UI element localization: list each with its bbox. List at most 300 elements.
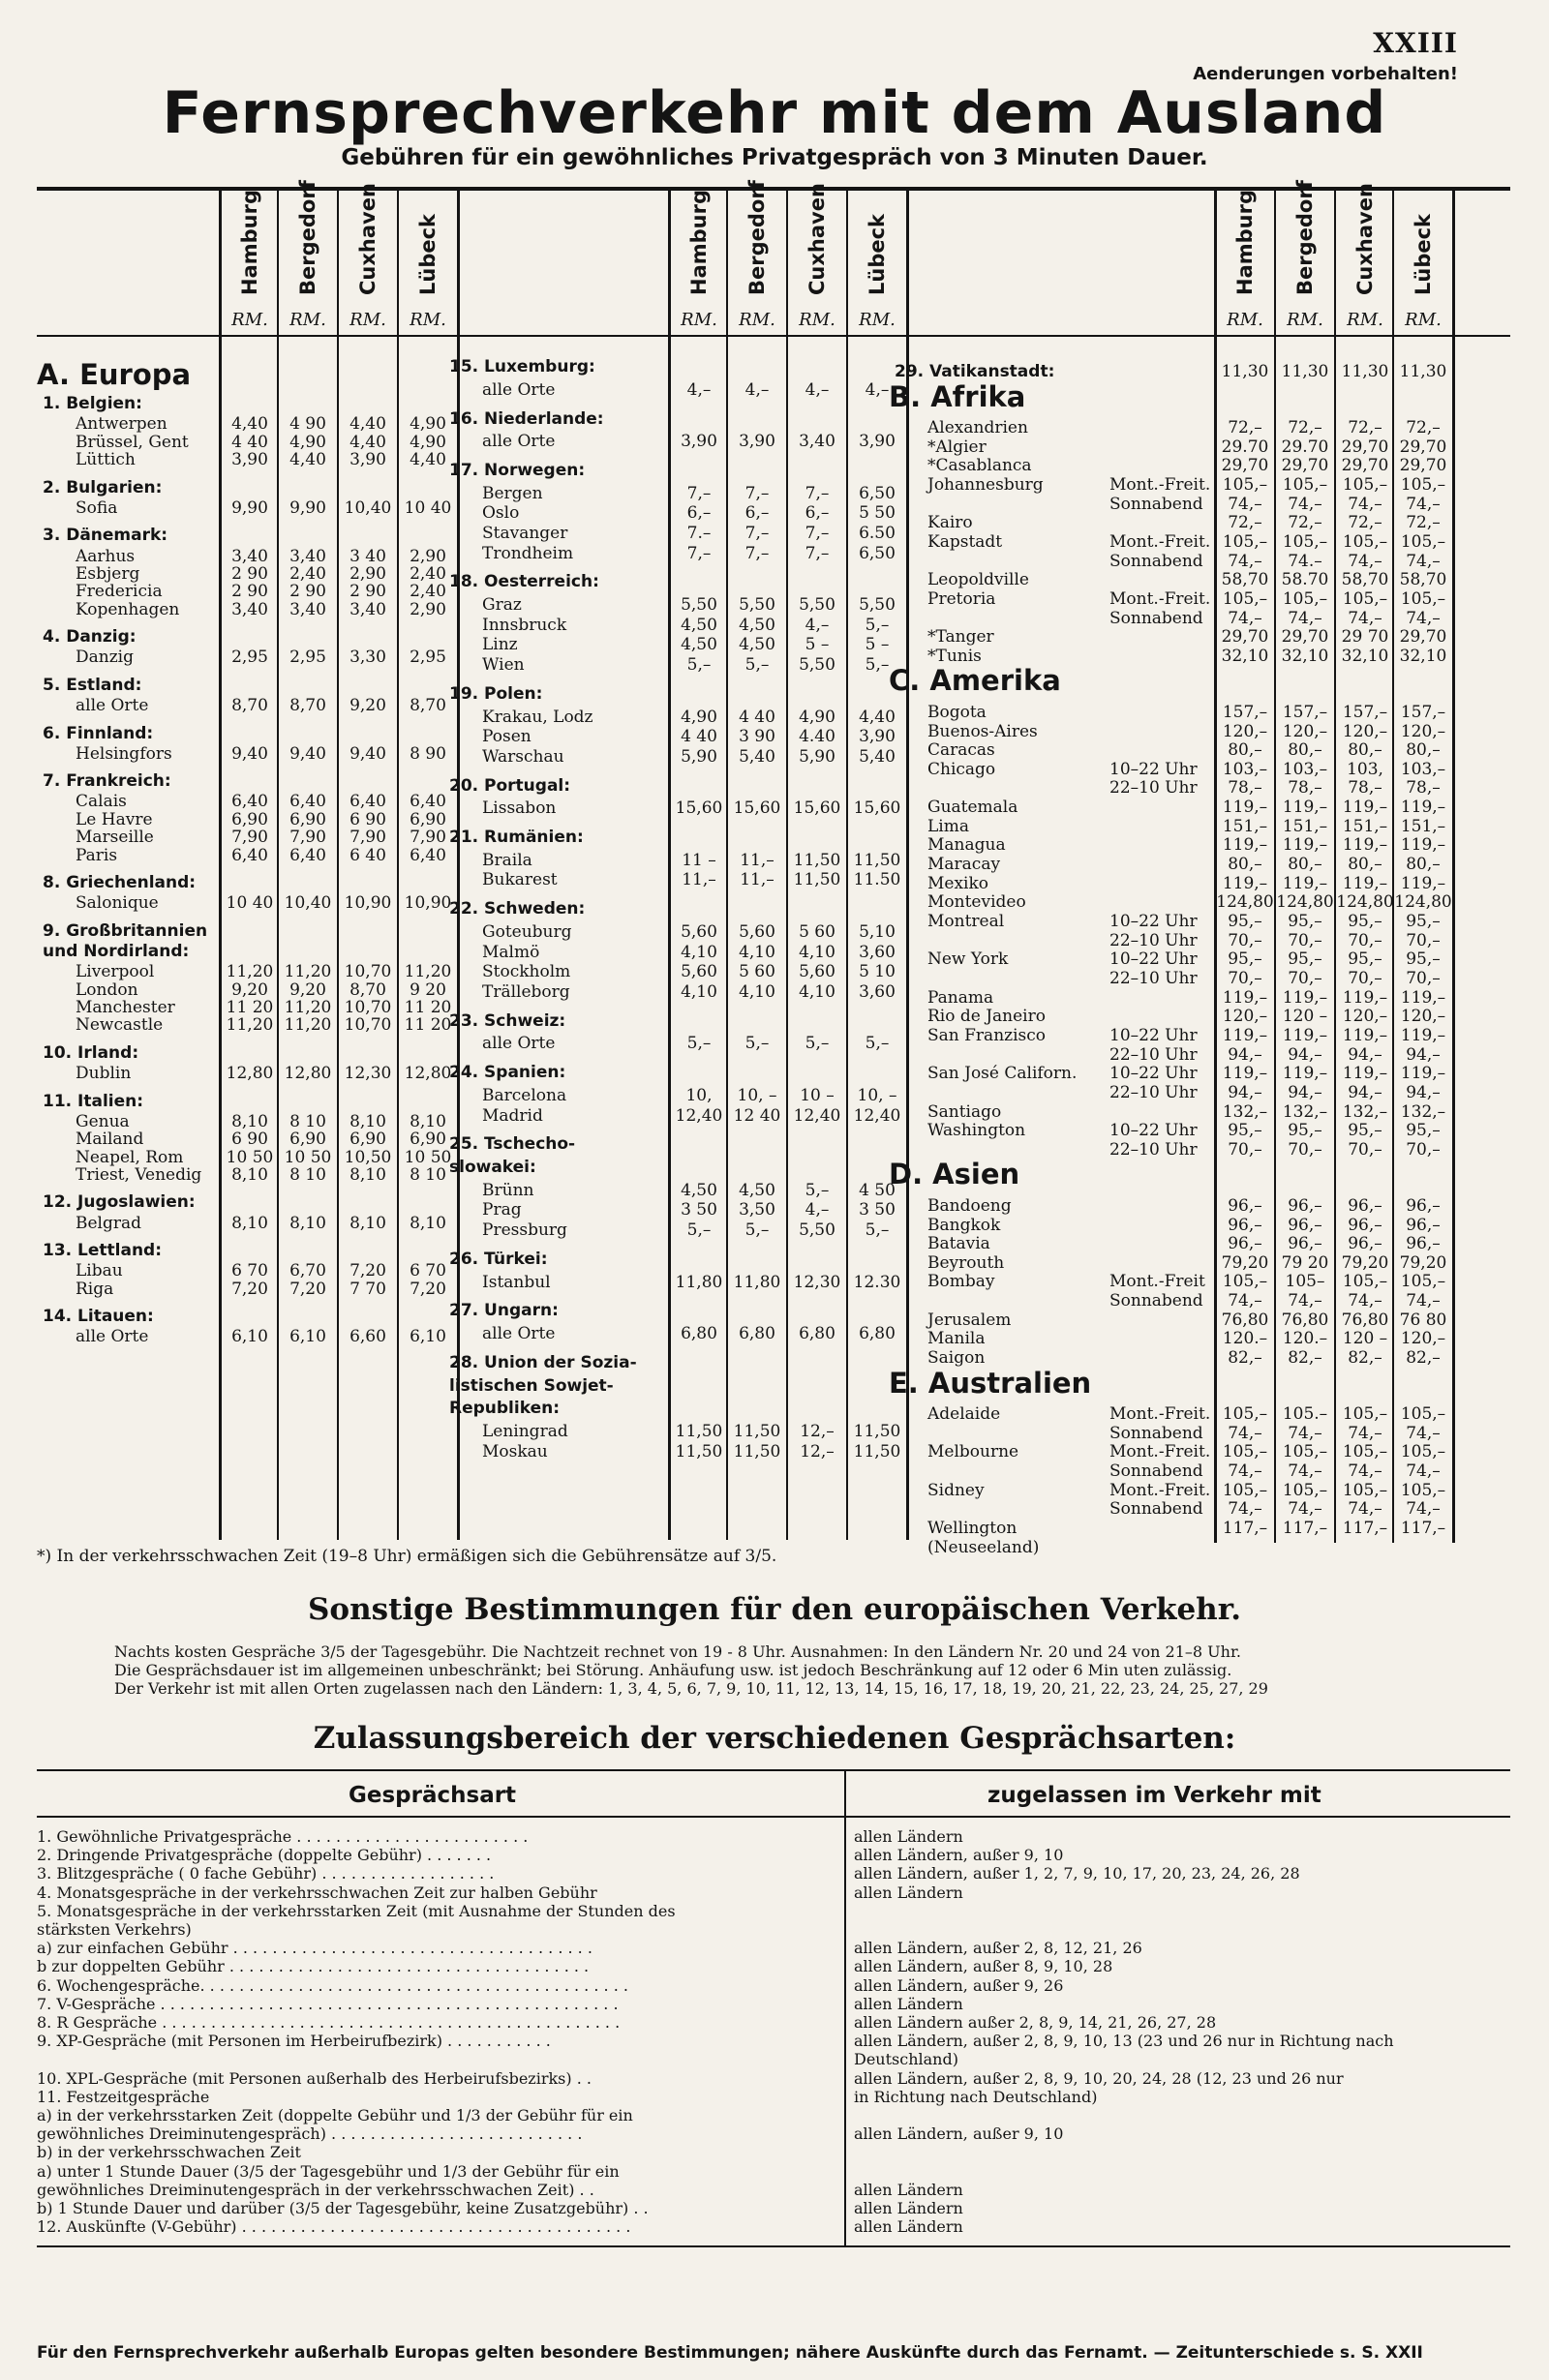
rate-value: 7,–	[686, 543, 712, 563]
rate-value: 3,40	[231, 599, 268, 619]
rate-value: 120,–	[1342, 1007, 1388, 1027]
rate-value: 3 50	[681, 1200, 717, 1220]
rate-value: 105,–	[1282, 588, 1328, 609]
rate-value: 4,50	[681, 635, 717, 655]
rate-value: 5,60	[681, 962, 717, 982]
rate-value: 103,	[1347, 759, 1383, 779]
rate-value: 58.70	[1281, 570, 1329, 590]
rate-value: 72,–	[1228, 418, 1262, 438]
rate-value: 4,10	[739, 942, 775, 962]
rate-value: 3 40	[349, 546, 386, 566]
final-note: Für den Fernsprechverkehr außerhalb Europas gelten besondere Bestimmungen; nähere Auskünfte durch das Fernamt. — Zeitunterschiede s. S. XXII	[37, 2343, 1423, 2363]
rate-value: 6,60	[349, 1327, 386, 1347]
place-name: Fredericia	[76, 582, 163, 602]
place-name: Saigon	[927, 1348, 986, 1369]
place-name: Oslo	[482, 503, 520, 524]
rate-value: 94,–	[1406, 1044, 1441, 1065]
rate-value: 6,90	[231, 809, 268, 829]
rate-value: 11,80	[733, 1272, 781, 1292]
rate-value: 6,40	[410, 792, 446, 812]
place-name: San José Californ.	[927, 1064, 1078, 1084]
rate-value: 11,–	[682, 870, 716, 890]
zulassung-type: a) unter 1 Stunde Dauer (3/5 der Tagesgebühr und 1/3 der Gebühr für ein	[37, 2161, 620, 2181]
rate-value: 124,80	[1216, 892, 1274, 913]
rate-value: 11 20	[226, 997, 274, 1017]
rate-value: 12,30	[344, 1064, 392, 1084]
place-name: Istanbul	[482, 1272, 551, 1292]
place-name: Newcastle	[76, 1015, 164, 1036]
rate-value: 95,–	[1228, 912, 1262, 932]
rate-value: 7,–	[686, 483, 712, 503]
rate-value: 11,30	[1281, 362, 1329, 381]
rate-value: 7,20	[231, 1279, 268, 1299]
rate-value: 11 20	[404, 997, 452, 1017]
rate-value: 74,–	[1288, 1423, 1322, 1443]
zulassung-allowed: allen Ländern	[854, 1994, 963, 2013]
rate-value: 6,40	[349, 792, 386, 812]
rate-value: 105,–	[1342, 531, 1388, 552]
rate-value: 72,–	[1348, 513, 1382, 533]
rate-value: 80,–	[1348, 740, 1382, 761]
rate-value: 3,30	[349, 648, 386, 668]
place-name: Kairo	[927, 513, 973, 533]
rate-value: 5,–	[805, 1034, 830, 1054]
rate-value: 120.–	[1222, 1329, 1268, 1349]
rate-value: 8 10	[289, 1111, 326, 1131]
rate-value: 29,70	[1399, 456, 1447, 476]
place-name: *Casablanca	[927, 456, 1032, 476]
rate-value: 5,–	[686, 1034, 712, 1054]
rate-value: 79,20	[1221, 1252, 1269, 1273]
rate-value: 151,–	[1400, 816, 1446, 836]
rate-value: 10 50	[226, 1147, 274, 1167]
rate-value: 2,95	[231, 648, 268, 668]
rate-value: 105,–	[1222, 588, 1268, 609]
place-name: Mexiko	[927, 873, 989, 893]
unit-label: RM.	[799, 310, 835, 330]
rate-value: 95,–	[1348, 949, 1382, 970]
place-name: Stavanger	[482, 524, 568, 543]
rate-value: 10 50	[284, 1147, 332, 1167]
zulassung-allowed: allen Ländern	[854, 2199, 963, 2217]
place-name: Riga	[76, 1279, 114, 1299]
rate-value: 12,80	[226, 1064, 274, 1084]
rate-value: 78,–	[1288, 778, 1322, 798]
rate-value: 70,–	[1228, 930, 1262, 950]
rate-value: 58,70	[1399, 570, 1447, 590]
rate-value: 96,–	[1406, 1234, 1441, 1254]
rate-value: 95,–	[1288, 1121, 1322, 1141]
place-name: Batavia	[927, 1234, 990, 1254]
rate-value: 74,–	[1348, 1423, 1382, 1443]
rate-value: 29,70	[1399, 627, 1447, 648]
zulassung-type: a) in der verkehrsstarken Zeit (doppelte Gebühr und 1/3 der Gebühr für ein	[37, 2106, 633, 2124]
country-heading: 5. Estland:	[43, 675, 142, 695]
rate-value: 94,–	[1228, 1082, 1262, 1102]
rate-value: 58,70	[1341, 570, 1389, 590]
rate-value: 74,–	[1406, 494, 1441, 514]
rate-value: 2 90	[231, 563, 268, 584]
rate-value: 11,30	[1341, 362, 1389, 381]
rate-value: 3 50	[859, 1200, 896, 1220]
time-note: 10–22 Uhr	[1109, 949, 1198, 970]
rate-value: 4,50	[739, 1180, 775, 1200]
rate-value: 8,10	[349, 1213, 386, 1233]
header-rule	[37, 335, 1510, 337]
rate-value: 11,80	[675, 1272, 723, 1292]
country-heading: 26. Türkei:	[449, 1249, 548, 1269]
rate-value: 119,–	[1400, 1064, 1446, 1084]
rate-value: 3,90	[859, 432, 896, 452]
place-name: Belgrad	[76, 1213, 142, 1233]
rate-value: 15,60	[853, 798, 901, 819]
place-name: Helsingfors	[76, 743, 172, 764]
place-name: Neapel, Rom	[76, 1147, 184, 1167]
rate-value: 80,–	[1406, 855, 1441, 875]
rate-value: 74.–	[1288, 551, 1322, 571]
rate-value: 78,–	[1348, 778, 1382, 798]
rate-value: 105,–	[1342, 1480, 1388, 1500]
rate-value: 29,70	[1221, 456, 1269, 476]
time-note: Sonnabend	[1109, 494, 1203, 514]
time-note: Sonnabend	[1109, 1461, 1203, 1482]
rate-value: 4 90	[289, 414, 326, 435]
rate-value: 94,–	[1228, 1044, 1262, 1065]
rate-value: 105,–	[1342, 474, 1388, 495]
country-heading: 4. Danzig:	[43, 627, 137, 648]
rate-value: 120.–	[1282, 1329, 1328, 1349]
rate-value: 4,10	[739, 981, 775, 1002]
place-name: Maracay	[927, 855, 1001, 875]
rate-value: 120,–	[1400, 1329, 1446, 1349]
place-name: Lima	[927, 816, 969, 836]
rate-value: 10,90	[344, 893, 392, 914]
place-name: Bogota	[927, 702, 987, 722]
rate-value: 151,–	[1282, 816, 1328, 836]
rate-value: 29 70	[1341, 627, 1389, 648]
rate-value: 95,–	[1406, 949, 1441, 970]
place-name: Manchester	[76, 997, 175, 1017]
rate-value: 105,–	[1342, 588, 1388, 609]
rate-value: 74,–	[1288, 1499, 1322, 1520]
zulassung-header-rule	[37, 1816, 1510, 1818]
rate-value: 105,–	[1342, 1272, 1388, 1292]
zulassung-type: 6. Wochengespräche. . . . . . . . . . . . . . . . . . . . . . . . . . . . . . . . . . . . . . . . . . . .	[37, 1975, 628, 1995]
rate-value: 6,90	[349, 1130, 386, 1150]
rate-value: 7.–	[686, 524, 712, 543]
rate-value: 29,70	[1399, 437, 1447, 457]
rate-value: 74,–	[1288, 1291, 1322, 1311]
place-name: Danzig	[76, 648, 134, 668]
rate-value: 5 60	[739, 962, 775, 982]
place-name: Innsbruck	[482, 615, 567, 635]
country-heading: 6. Finnland:	[43, 723, 154, 743]
column-header: Lübeck	[866, 213, 889, 295]
rate-value: 80,–	[1348, 855, 1382, 875]
place-name: Bangkok	[927, 1215, 1001, 1235]
rate-value: 11,50	[853, 1441, 901, 1461]
place-name: Braila	[482, 850, 532, 870]
country-heading: 18. Oesterreich:	[449, 572, 599, 592]
place-name: Caracas	[927, 740, 995, 761]
country-heading: 8. Griechenland:	[43, 873, 197, 893]
rate-value: 70,–	[1406, 930, 1441, 950]
place-name: Linz	[482, 635, 518, 655]
rate-value: 9,40	[231, 743, 268, 764]
place-name: Antwerpen	[76, 414, 167, 435]
rate-value: 119,–	[1282, 873, 1328, 893]
rate-value: 105,–	[1342, 1442, 1388, 1462]
time-note: Mont.-Freit.	[1109, 1404, 1211, 1425]
rate-value: 6,10	[231, 1327, 268, 1347]
country-heading: listischen Sowjet-	[449, 1375, 614, 1396]
place-name: San Franzisco	[927, 1025, 1047, 1045]
zulassung-bottom-rule	[37, 2245, 1510, 2247]
rate-value: 2 90	[289, 582, 326, 602]
rate-value: 29.70	[1221, 437, 1269, 457]
time-note: 22–10 Uhr	[1109, 930, 1198, 950]
rate-value: 8,10	[231, 1213, 268, 1233]
rate-value: 119,–	[1400, 873, 1446, 893]
rate-value: 11,20	[284, 1015, 332, 1036]
rate-value: 11,30	[1221, 362, 1269, 381]
place-name: Bombay	[927, 1272, 995, 1292]
place-name: Lüttich	[76, 450, 136, 470]
section-heading: C. Amerika	[889, 664, 1061, 698]
rate-value: 157,–	[1342, 702, 1388, 722]
rate-value: 4,50	[739, 615, 775, 635]
rate-value: 5,–	[744, 654, 770, 675]
place-name: Genua	[76, 1111, 130, 1131]
rate-value: 151,–	[1222, 816, 1268, 836]
place-name: Buenos-Aires	[927, 721, 1038, 741]
country-heading: 9. Großbritannien	[43, 920, 208, 941]
rate-value: 6,90	[410, 1130, 446, 1150]
rate-value: 5 60	[799, 922, 835, 942]
place-name: Brünn	[482, 1180, 534, 1200]
rate-value: 70,–	[1348, 1139, 1382, 1160]
rate-value: 4 40	[739, 707, 775, 727]
rate-value: 72,–	[1288, 513, 1322, 533]
rate-value: 7,–	[744, 483, 770, 503]
rate-value: 74,–	[1348, 551, 1382, 571]
place-name: Chicago	[927, 759, 996, 779]
zulassung-type: a) zur einfachen Gebühr . . . . . . . . . . . . . . . . . . . . . . . . . . . . . . . . . . . . .	[37, 1939, 592, 1958]
rate-value: 95,–	[1348, 912, 1382, 932]
rate-value: 11,50	[733, 1422, 781, 1442]
country-heading: und Nordirland:	[43, 942, 190, 961]
zulassung-type: gewöhnliches Dreiminutengespräch in der verkehrsschwachen Zeit) . .	[37, 2180, 594, 2199]
rate-value: 4,–	[744, 379, 770, 400]
rate-value: 105,–	[1282, 1442, 1328, 1462]
rate-value: 82,–	[1406, 1348, 1441, 1369]
rate-value: 11,20	[226, 1015, 274, 1036]
rate-value: 79,20	[1341, 1252, 1389, 1273]
rate-value: 117,–	[1282, 1519, 1328, 1538]
rate-value: 5,10	[859, 922, 896, 942]
rate-value: 124,80	[1336, 892, 1394, 913]
rate-value: 120,–	[1342, 721, 1388, 741]
rate-value: 95,–	[1288, 912, 1322, 932]
rate-value: 2,40	[410, 563, 446, 584]
rate-value: 11,–	[740, 870, 774, 890]
rate-value: 5,90	[681, 746, 717, 767]
rate-value: 5,90	[799, 746, 835, 767]
zulassung-allowed: allen Ländern, außer 2, 8, 9, 10, 13 (23 und 26 nur in Richtung nach	[854, 2032, 1394, 2051]
country-heading: 24. Spanien:	[449, 1063, 566, 1083]
rate-value: 5 –	[865, 635, 890, 655]
rate-value: 119,–	[1342, 1064, 1388, 1084]
time-note: 10–22 Uhr	[1109, 759, 1198, 779]
rate-value: 5,60	[799, 962, 835, 982]
rate-value: 5,50	[859, 595, 896, 616]
rate-value: 4,40	[349, 414, 386, 435]
rate-value: 2,40	[410, 582, 446, 602]
rate-value: 105.–	[1282, 1404, 1328, 1425]
rate-value: 74,–	[1406, 1461, 1441, 1482]
country-heading: 22. Schweden:	[449, 899, 586, 919]
rate-value: 94,–	[1348, 1082, 1382, 1102]
place-name: Malmö	[482, 942, 540, 962]
rate-value: 3,60	[859, 981, 896, 1002]
rate-value: 12,80	[284, 1064, 332, 1084]
rate-value: 96,–	[1348, 1195, 1382, 1216]
rate-value: 132,–	[1222, 1101, 1268, 1122]
rate-value: 70,–	[1228, 1139, 1262, 1160]
rate-value: 3,40	[799, 432, 835, 452]
rate-value: 72,–	[1406, 513, 1441, 533]
zulassung-allowed: allen Ländern	[854, 2217, 963, 2237]
place-name: Montevideo	[927, 892, 1026, 913]
rate-value: 3,90	[681, 432, 717, 452]
rate-value: 6,90	[289, 809, 326, 829]
rate-value: 79,20	[1399, 1252, 1447, 1273]
rate-value: 74,–	[1348, 1461, 1382, 1482]
column-line	[457, 191, 460, 1540]
rate-value: 7,90	[410, 828, 446, 848]
rate-value: 6,80	[799, 1324, 835, 1344]
rate-value: 12,–	[800, 1422, 835, 1442]
rate-value: 74,–	[1228, 1461, 1262, 1482]
rate-value: 8 10	[289, 1164, 326, 1185]
country-heading: 10. Irland:	[43, 1042, 139, 1063]
rate-value: 7,–	[744, 524, 770, 543]
country-heading: 25. Tschecho-	[449, 1134, 576, 1155]
rate-value: 3,40	[349, 599, 386, 619]
place-name: Adelaide	[927, 1404, 1001, 1425]
rate-value: 6,70	[289, 1261, 326, 1281]
rate-value: 74,–	[1228, 1423, 1262, 1443]
zulassung-divider	[844, 1769, 846, 2246]
rate-value: 9,90	[289, 497, 326, 518]
rate-value: 6 70	[410, 1261, 446, 1281]
rate-value: 74,–	[1228, 1291, 1262, 1311]
rate-value: 80,–	[1288, 740, 1322, 761]
rate-value: 3,90	[349, 450, 386, 470]
rate-value: 119,–	[1282, 835, 1328, 856]
rate-value: 82,–	[1288, 1348, 1322, 1369]
rate-value: 82,–	[1348, 1348, 1382, 1369]
footnote: *) In der verkehrsschwachen Zeit (19–8 Uhr) ermäßigen sich die Gebührensätze auf 3/5.	[37, 1547, 777, 1566]
rate-value: 4,90	[799, 707, 835, 727]
rate-value: 6,–	[805, 503, 830, 524]
section-heading: A. Europa	[37, 358, 192, 391]
rate-value: 105,–	[1400, 588, 1446, 609]
column-header: Bergedorf	[745, 180, 769, 295]
rate-value: 132,–	[1342, 1101, 1388, 1122]
place-name: Sidney	[927, 1480, 985, 1500]
rate-value: 6 40	[349, 845, 386, 865]
rate-value: 10,	[685, 1085, 713, 1105]
place-name: Wien	[482, 654, 525, 675]
rate-value: 5,–	[686, 1220, 712, 1240]
rate-value: 157,–	[1282, 702, 1328, 722]
rate-value: 5,–	[805, 1180, 830, 1200]
rate-value: 11,50	[733, 1441, 781, 1461]
rate-value: 9,20	[289, 979, 326, 1000]
rate-value: 124,80	[1276, 892, 1334, 913]
rate-value: 6,40	[410, 845, 446, 865]
column-header: Hamburg	[687, 190, 711, 295]
rate-value: 72,–	[1288, 418, 1322, 438]
rate-value: 6,80	[739, 1324, 775, 1344]
rate-value: 119,–	[1222, 1064, 1268, 1084]
rate-value: 6,40	[231, 792, 268, 812]
place-name: alle Orte	[76, 1327, 149, 1347]
zulassung-type: 12. Auskünfte (V-Gebühr) . . . . . . . . . . . . . . . . . . . . . . . . . . . . . . . . . . . . . . . .	[37, 2217, 631, 2237]
country-heading: 17. Norwegen:	[449, 461, 586, 481]
rate-value: 120,–	[1222, 1007, 1268, 1027]
country-heading: 27. Ungarn:	[449, 1301, 559, 1321]
zulassung-allowed: allen Ländern, außer 1, 2, 7, 9, 10, 17, 20, 23, 24, 26, 28	[854, 1864, 1300, 1883]
rate-value: 10, –	[737, 1085, 777, 1105]
rate-value: 5 –	[805, 635, 830, 655]
unit-label: RM.	[1347, 310, 1383, 330]
place-name: Salonique	[76, 893, 159, 914]
place-name: Pressburg	[482, 1220, 567, 1240]
rate-value: 4,90	[410, 432, 446, 452]
rate-value: 120,–	[1400, 1007, 1446, 1027]
unit-label: RM.	[231, 310, 268, 330]
place-name: Liverpool	[76, 962, 155, 982]
rate-value: 15,60	[675, 798, 723, 819]
rate-value: 96,–	[1288, 1234, 1322, 1254]
rate-value: 3,40	[289, 546, 326, 566]
place-name: Warschau	[482, 746, 564, 767]
rate-value: 105,–	[1222, 1442, 1268, 1462]
rate-value: 11,50	[853, 850, 901, 870]
rate-value: 8,70	[289, 696, 326, 716]
place-name: Posen	[482, 727, 532, 747]
rate-value: 119,–	[1342, 835, 1388, 856]
rate-value: 96,–	[1348, 1234, 1382, 1254]
rate-value: 11 –	[682, 850, 716, 870]
rate-value: 5,40	[739, 746, 775, 767]
rate-value: 95,–	[1406, 1121, 1441, 1141]
rate-value: 78,–	[1406, 778, 1441, 798]
place-name: Goteuburg	[482, 922, 572, 942]
rate-value: 117,–	[1222, 1519, 1268, 1538]
country-heading: 28. Union der Sozia-	[449, 1352, 637, 1372]
place-name: Lissabon	[482, 798, 557, 819]
zulassung-allowed: allen Ländern, außer 9, 26	[854, 1975, 1064, 1995]
zulassung-allowed: allen Ländern, außer 9, 10	[854, 2124, 1064, 2144]
rate-value: 15,60	[733, 798, 781, 819]
place-name: Bergen	[482, 483, 543, 503]
rate-value: 96,–	[1228, 1215, 1262, 1235]
place-name: New York	[927, 949, 1009, 970]
rate-value: 80,–	[1228, 855, 1262, 875]
